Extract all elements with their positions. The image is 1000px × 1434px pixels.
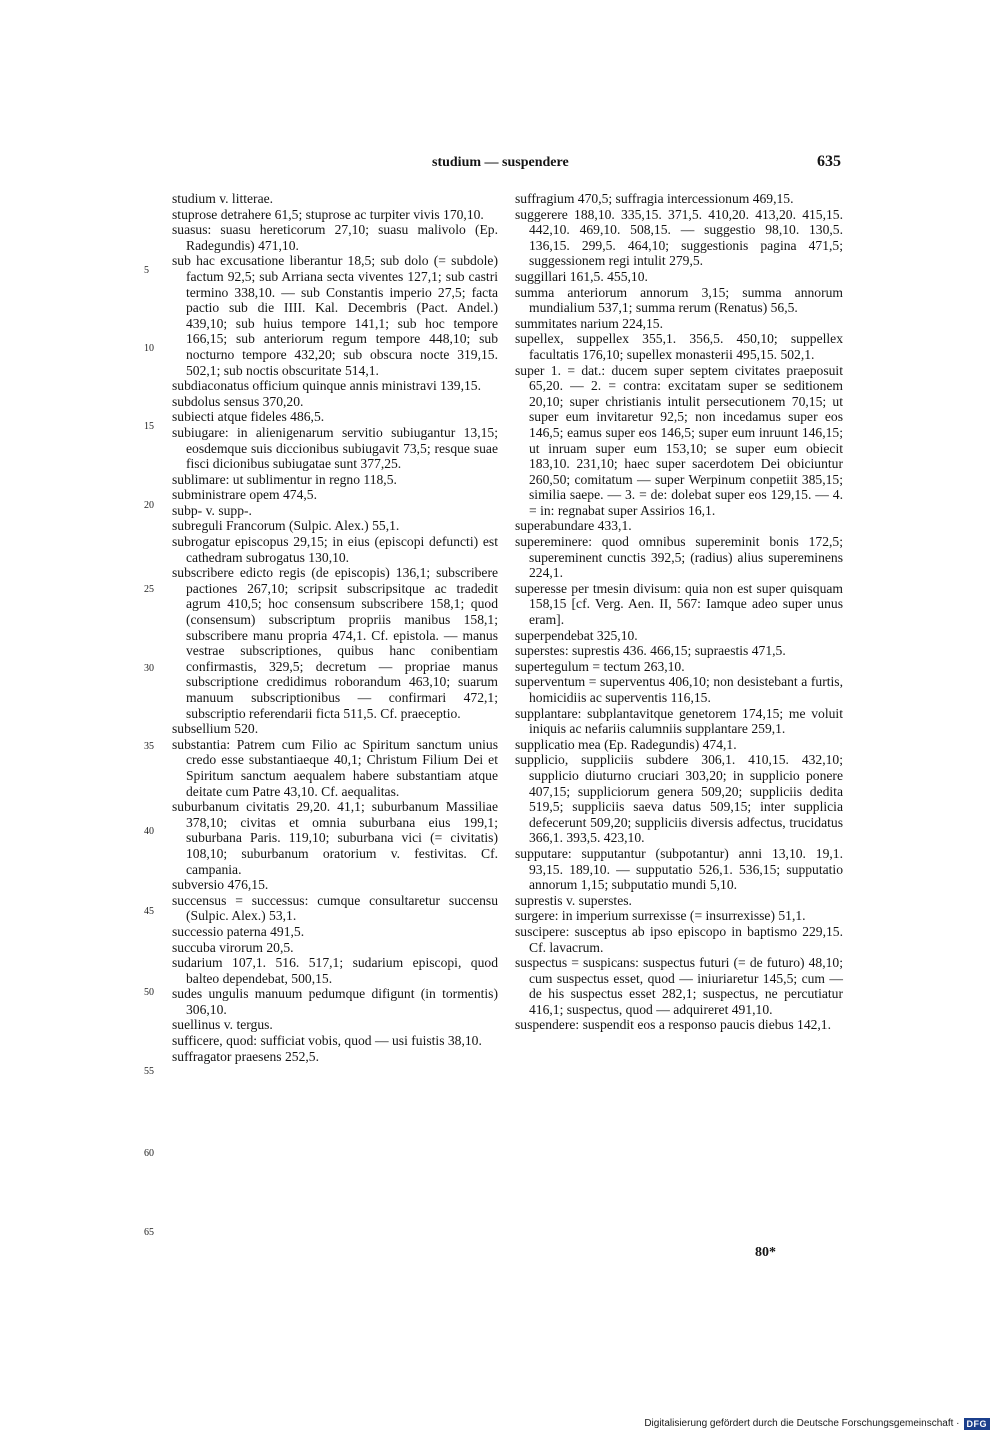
index-entry: suffragator praesens 252,5.: [172, 1048, 319, 1064]
dfg-logo-icon: DFG: [964, 1418, 991, 1430]
index-entry: suprestis v. superstes.: [515, 892, 632, 908]
index-entry: suspendere: suspendit eos a responso paucis diebus 142,1.: [515, 1017, 832, 1033]
footer: [644, 1418, 990, 1430]
index-entry: supplantare: subplantavitque genetorem 174,15; me voluit iniquis ac nefariis calumniis supplantare 259,1.: [515, 705, 843, 737]
right-column: [515, 191, 843, 1033]
index-entry: suspectus = suspicans: suspectus futuri (= de futuro) 48,10; cum suspectus esset, quod — iniuriaretur 145,5; cum — de his suspectus esset 282,1; suspectus, ne percutiatur 416,1; suspectus, quod — adquireret 491,10.: [515, 955, 843, 1017]
index-entry: sub hac excusatione liberantur 18,5; sub dolo (= subdole) factum 92,5; sub Arriana secta viventes 127,1; sub castri termino 338,10. — sub Constantis imperio 27,5; facta pactio sub die IIII. Kal. Decembris (Pact. Andel.) 439,10; sub huius tempore 141,1; sub hoc tempore 166,15; sub anteriorum regum tempore 448,10; sub nocturno tempore 432,20; sub obscura nocte 319,15. 502,1; sub noctis obscuritate 514,1.: [172, 253, 498, 378]
index-entry: subrogatur episcopus 29,15; in eius (episcopi defuncti) est cathedram subrogatus 130,10.: [172, 534, 498, 565]
index-entry: suggerere 188,10. 335,15. 371,5. 410,20. 413,20. 415,15. 442,10. 469,10. 508,15. — suggestio 98,10. 130,5. 136,15. 299,5. 464,10; suggestionis pagina 471,5; suggessionem regi intulit 279,5.: [515, 206, 843, 269]
index-entry: subdolus sensus 370,20.: [172, 393, 304, 409]
line-number: 40: [144, 826, 154, 837]
index-entry: supplicatio mea (Ep. Radegundis) 474,1.: [515, 736, 737, 752]
index-entry: summa anteriorum annorum 3,15; summa annorum mundialium 537,1; summa rerum (Renatus) 56,5.: [515, 284, 843, 316]
line-number: 20: [144, 500, 154, 511]
index-entry: subdiaconatus officium quinque annis ministravi 139,15.: [172, 378, 481, 394]
index-entry: supertegulum = tectum 263,10.: [515, 658, 685, 674]
index-entry: super 1. = dat.: ducem super septem civitates praeposuit 65,20. — 2. = contra: excitatam super se seditionem 20,10; super christianis intulit persecutionem 70,15; ut super eum invitaretur 92,5; non incedamus super eos 146,5; eamus super eos 146,5; super eum inruunt 146,15; ut inruam super eum 153,10; se super eum obiecit 183,10. 231,10; haec super sacerdotem Dei obiciuntur 260,50; comitatum — super Werpinum conpetiit 385,15; similia saepe. — 3. = de: dolebat super eos 129,15. — 4. = in: regnabat super Assirios 16,1.: [515, 362, 843, 518]
line-number: 25: [144, 584, 154, 595]
index-entry: supplicio, suppliciis subdere 306,1. 410,15. 432,10; supplicio diuturno cruciari 303,20; in supplicio ponere 407,15; suppliciorum genera 509,20; suppliciis dedita 519,5; suppliciis saeva datus 509,15; inter supplicia defecerunt 509,20; suppliciis diversis adfectus, trucidatus 366,1. 393,5. 423,10.: [515, 752, 843, 846]
line-number: 35: [144, 741, 154, 752]
index-entry: supellex, suppellex 355,1. 356,5. 450,10; suppellex facultatis 176,10; supellex monasterii 495,15. 502,1.: [515, 331, 843, 362]
index-entry: subiugare: in alienigenarum servitio subiugantur 13,15; eosdemque suis diccionibus subiugavit 73,5; resque suae fisci dicionibus subiugatae sunt 377,25.: [172, 424, 498, 472]
line-number: 5: [144, 265, 149, 276]
index-entry: surgere: in imperium surrexisse (= insurrexisse) 51,1.: [515, 908, 806, 924]
index-entry: succuba virorum 20,5.: [172, 939, 294, 955]
running-title: studium — suspendere: [432, 155, 569, 170]
index-entry: suasus: suasu hereticorum 27,10; suasu malivolo (Ep. Radegundis) 471,10.: [172, 222, 498, 253]
index-entry: suggillari 161,5. 455,10.: [515, 268, 648, 284]
index-entry: subscribere edicto regis (de episcopis) 136,1; subscribere pactiones 267,10; scripsit subscripsitque ac tradedit agrum 410,5; hoc consensum subscribere 158,1; quod (consensum) subscriptum propriis manibus 158,1; subscribere manu propria 474,1. Cf. epistola. — manus vestrae subscriptiones, quibus hanc conibentiam confirmastis, 329,5; decretum — propriae manus subscriptione credidimus roborandum 463,10; suarum manuum subscriptionibus — confirmari 472,1; subscriptio referendarii ficta 511,5. Cf. praeceptio.: [172, 565, 498, 721]
index-entry: subiecti atque fideles 486,5.: [172, 409, 325, 425]
signature-mark: 80*: [755, 1245, 776, 1260]
index-entry: sublimare: ut sublimentur in regno 118,5.: [172, 471, 397, 487]
index-entry: subministrare opem 474,5.: [172, 487, 317, 503]
index-entry: superesse per tmesin divisum: quia non est super quisquam 158,15 [cf. Verg. Aen. II, 567: Iamque adeo super unus eram].: [515, 580, 843, 628]
index-entry: subsellium 520.: [172, 721, 259, 737]
footer-text: Digitalisierung gefördert durch die Deutsche Forschungsgemeinschaft ·: [644, 1418, 960, 1429]
index-entry: superstes: suprestis 436. 466,15; supraestis 471,5.: [515, 643, 786, 659]
line-number: 10: [144, 343, 154, 354]
index-entry: supereminere: quod omnibus supereminit bonis 172,5; supereminent cunctis 392,5; (radius) alius supereminens 224,1.: [515, 534, 843, 581]
index-entry: subreguli Francorum (Sulpic. Alex.) 55,1.: [172, 518, 400, 534]
index-entry: stuprose detrahere 61,5; stuprose ac turpiter vivis 170,10.: [172, 206, 484, 222]
index-entry: superabundare 433,1.: [515, 518, 632, 534]
index-entry: suburbanum civitatis 29,20. 41,1; suburbanum Massiliae 378,10; civitas et omnia suburbana eius 199,1; suburbana Paris. 119,10; suburbana vici (= civitatis) 108,10; suburbanum oratorium v. festivitas. Cf. campania.: [172, 799, 498, 877]
index-entry: superpendebat 325,10.: [515, 627, 638, 643]
index-entry: sudarium 107,1. 516. 517,1; sudarium episcopi, quod balteo dependebat, 500,15.: [172, 955, 498, 986]
index-entry: successio paterna 491,5.: [172, 923, 305, 939]
line-number: 60: [144, 1148, 154, 1159]
page-number: 635: [817, 153, 841, 170]
index-entry: supputare: supputantur (subpotantur) anni 13,10. 19,1. 93,15. 189,10. — supputatio 526,1. 536,15; supputatio annorum 1,15; subputatio mundi 5,10.: [515, 845, 843, 893]
index-entry: suellinus v. tergus.: [172, 1017, 273, 1033]
line-number: 50: [144, 987, 154, 998]
index-entry: suffragium 470,5; suffragia intercessionum 469,15.: [515, 191, 794, 206]
index-entry: studium v. litterae.: [172, 191, 274, 206]
line-number: 65: [144, 1227, 154, 1238]
index-entry: sudes ungulis manuum pedumque difigunt (in tormentis) 306,10.: [172, 986, 498, 1017]
line-number: 55: [144, 1066, 154, 1077]
index-entry: superventum = superventus 406,10; non desistebant a furtis, homicidiis ac superventis 116,15.: [515, 674, 843, 705]
index-entry: sufficere, quod: sufficiat vobis, quod — usi fuistis 38,10.: [172, 1033, 482, 1049]
index-entry: summitates narium 224,15.: [515, 315, 664, 331]
left-column: [172, 191, 498, 1064]
index-entry: subversio 476,15.: [172, 877, 269, 893]
running-head: [0, 155, 1000, 175]
index-entry: succensus = successus: cumque consultaretur succensu (Sulpic. Alex.) 53,1.: [172, 892, 498, 924]
index-entry: suscipere: susceptus ab ipso episcopo in baptismo 229,15. Cf. lavacrum.: [515, 923, 843, 955]
index-entry: subp- v. supp-.: [172, 502, 252, 518]
line-number: 45: [144, 906, 154, 917]
line-number: 15: [144, 421, 154, 432]
index-entry: substantia: Patrem cum Filio ac Spiritum sanctum unius credo esse substantiaeque 40,1; Christum Filium Dei et Spiritum sanctum aequalem habere substantiam atque deitate cum Patre 43,10. Cf. aequalitas.: [172, 736, 498, 799]
line-number: 30: [144, 663, 154, 674]
